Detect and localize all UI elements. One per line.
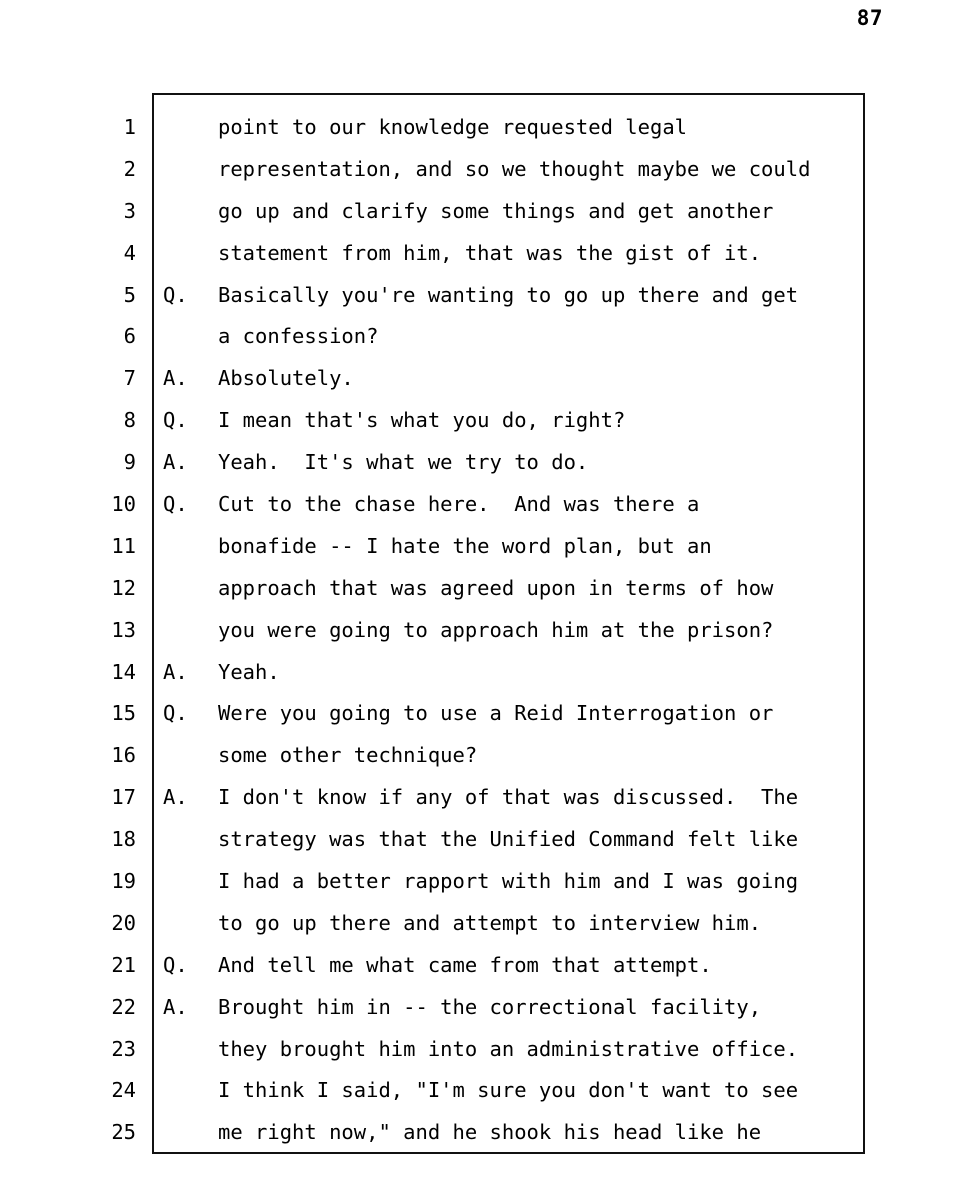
line-number: 17: [111, 785, 136, 810]
transcript-line: [0, 275, 960, 317]
line-number: 19: [111, 869, 136, 894]
transcript-line: [0, 526, 960, 568]
line-text: approach that was agreed upon in terms of how: [218, 575, 774, 600]
page-number: 87: [856, 6, 883, 30]
line-number: 4: [123, 240, 136, 265]
line-text: Brought him in -- the correctional facility,: [218, 994, 762, 1019]
transcript-line: [0, 987, 960, 1029]
speaker-label: A.: [163, 994, 188, 1019]
speaker-label: A.: [163, 450, 188, 475]
line-text: Yeah. It's what we try to do.: [218, 450, 589, 475]
transcript-line: [0, 652, 960, 694]
transcript-line: [0, 149, 960, 191]
transcript-line: [0, 777, 960, 819]
line-text: you were going to approach him at the prison?: [218, 617, 774, 642]
transcript-line: [0, 107, 960, 149]
line-text: representation, and so we thought maybe we could: [218, 156, 811, 181]
transcript-line: [0, 191, 960, 233]
speaker-label: A.: [163, 785, 188, 810]
line-number: 16: [111, 743, 136, 768]
line-text: go up and clarify some things and get another: [218, 198, 774, 223]
line-number: 12: [111, 575, 136, 600]
line-text: they brought him into an administrative office.: [218, 1036, 799, 1061]
line-number: 20: [111, 910, 136, 935]
transcript-line: [0, 568, 960, 610]
line-text: Cut to the chase here. And was there a: [218, 492, 700, 517]
speaker-label: Q.: [163, 492, 188, 517]
line-number: 8: [123, 408, 136, 433]
line-number: 6: [123, 324, 136, 349]
transcript-line: [0, 693, 960, 735]
transcript-line: [0, 233, 960, 275]
line-text: statement from him, that was the gist of it.: [218, 240, 762, 265]
line-number: 7: [123, 366, 136, 391]
line-number: 3: [123, 198, 136, 223]
transcript-line: [0, 1112, 960, 1154]
speaker-label: Q.: [163, 952, 188, 977]
line-text: Absolutely.: [218, 366, 354, 391]
speaker-label: A.: [163, 659, 188, 684]
transcript-line: [0, 484, 960, 526]
line-number: 5: [123, 282, 136, 307]
line-number: 11: [111, 533, 136, 558]
line-text: And tell me what came from that attempt.: [218, 952, 712, 977]
line-number: 24: [111, 1078, 136, 1103]
line-text: bonafide -- I hate the word plan, but an: [218, 533, 712, 558]
line-text: strategy was that the Unified Command felt like: [218, 827, 799, 852]
line-text: Were you going to use a Reid Interrogation or: [218, 701, 774, 726]
line-number: 13: [111, 617, 136, 642]
line-number: 25: [111, 1120, 136, 1145]
line-number: 14: [111, 659, 136, 684]
transcript-line: [0, 861, 960, 903]
line-text: I mean that's what you do, right?: [218, 408, 626, 433]
transcript-lines: [0, 107, 960, 1154]
transcript-line: [0, 819, 960, 861]
line-number: 1: [123, 115, 136, 139]
speaker-label: A.: [163, 366, 188, 391]
line-number: 23: [111, 1036, 136, 1061]
line-text: point to our knowledge requested legal: [218, 115, 687, 139]
line-number: 10: [111, 492, 136, 517]
transcript-line: [0, 903, 960, 945]
line-text: me right now," and he shook his head like he: [218, 1120, 762, 1145]
line-text: I had a better rapport with him and I was going: [218, 869, 799, 894]
transcript-line: [0, 316, 960, 358]
speaker-label: Q.: [163, 282, 188, 307]
line-number: 22: [111, 994, 136, 1019]
transcript-line: [0, 1029, 960, 1071]
line-number: 2: [123, 156, 136, 181]
line-number: 21: [111, 952, 136, 977]
line-text: Basically you're wanting to go up there and get: [218, 282, 799, 307]
transcript-line: [0, 442, 960, 484]
speaker-label: Q.: [163, 408, 188, 433]
line-number: 18: [111, 827, 136, 852]
line-text: Yeah.: [218, 659, 280, 684]
transcript-line: [0, 735, 960, 777]
transcript-line: [0, 1070, 960, 1112]
line-text: some other technique?: [218, 743, 478, 768]
line-text: a confession?: [218, 324, 379, 349]
speaker-label: Q.: [163, 701, 188, 726]
line-text: I think I said, "I'm sure you don't want to see: [218, 1078, 799, 1103]
transcript-line: [0, 358, 960, 400]
line-text: I don't know if any of that was discussed. The: [218, 785, 799, 810]
transcript-line: [0, 945, 960, 987]
line-number: 15: [111, 701, 136, 726]
transcript-line: [0, 610, 960, 652]
transcript-line: [0, 400, 960, 442]
line-number: 9: [123, 450, 136, 475]
line-text: to go up there and attempt to interview him.: [218, 910, 762, 935]
